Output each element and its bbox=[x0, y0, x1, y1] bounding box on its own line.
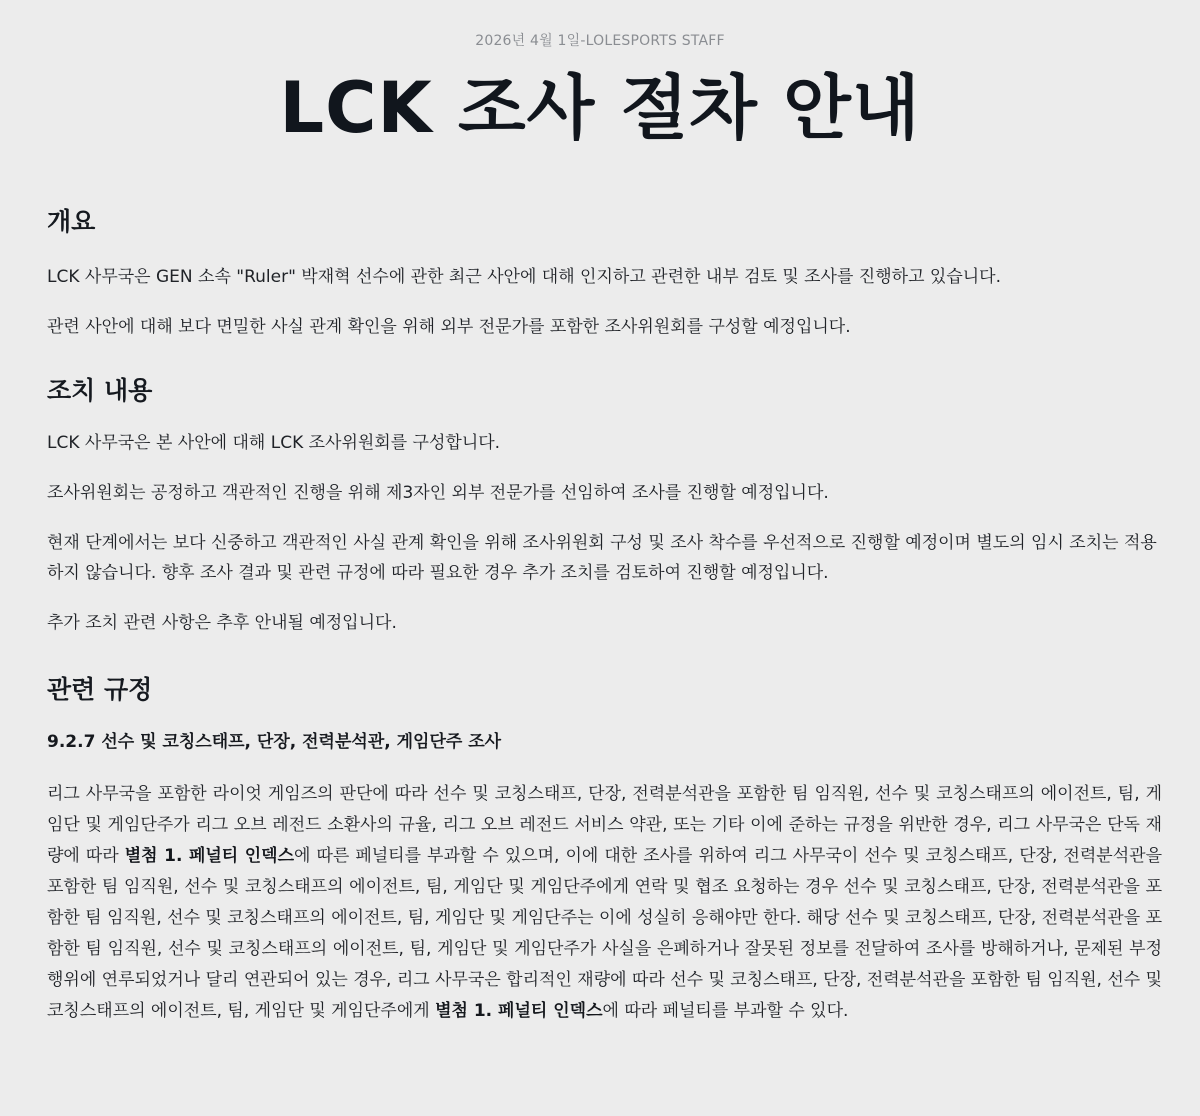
rule-body-text: 에 따라 페널티를 부과할 수 있다. bbox=[602, 1000, 849, 1021]
rule-body-paragraph bbox=[47, 779, 1162, 1027]
section-heading-measures: 조치 내용 bbox=[47, 375, 153, 405]
article-meta: 2026년 4월 1일-LOLESPORTS STAFF bbox=[475, 33, 725, 49]
overview-paragraph: 관련 사안에 대해 보다 면밀한 사실 관계 확인을 위해 외부 전문가를 포함한 조사위원회를 구성할 예정입니다. bbox=[47, 316, 851, 337]
penalty-index-reference: 별첨 1. 페널티 인덱스 bbox=[435, 1000, 603, 1021]
article-body bbox=[47, 206, 1162, 1027]
measures-paragraph: 추가 조치 관련 사항은 추후 안내될 예정입니다. bbox=[47, 613, 397, 633]
overview-paragraph: LCK 사무국은 GEN 소속 "Ruler" 박재혁 선수에 관한 최근 사안에 대해 인지하고 관련한 내부 검토 및 조사를 진행하고 있습니다. bbox=[47, 266, 1001, 287]
penalty-index-reference: 별첨 1. 페널티 인덱스 bbox=[124, 845, 295, 866]
rule-body-text: 에 따른 페널티를 부과할 수 있으며, 이에 대한 조사를 위하여 리그 사무국이 선수 및 코칭스태프, 단장, 전력분석관을 포함한 팀 임직원, 선수 및 코칭스태프의 에이전트, 팀, 게임단 및 게임단주에게 연락 및 협조 요청하는 경우 선수 및 코칭스태프, 단장, 전력분석관을 포함한 팀 임직원, 선수 및 코칭스태프의 에이전트, 팀, 게임단 및 게임단주는 이에 성실히 응해야만 한다. 해당 선수 및 코칭스태프, 단장, 전력분석관을 포함한 팀 임직원, 선수 및 코칭스태프의 에이전트, 팀, 게임단 및 게임단주가 사실을 은폐하거나 잘못된 정보를 전달하여 조사를 방해하거나, 문제된 부정행위에 연루되었거나 달리 연관되어 있는 경우, 리그 사무국은 합리적인 재량에 따라 선수 및 코칭스태프, 단장, 전력분석관을 포함한 팀 임직원, 선수 및 코칭스태프의 에이전트, 팀, 게임단 및 게임단주에게 bbox=[47, 845, 1163, 1021]
measures-paragraph: 조사위원회는 공정하고 객관적인 진행을 위해 제3자인 외부 전문가를 선임하여 조사를 진행할 예정입니다. bbox=[47, 483, 829, 503]
rule-body-text: 리그 사무국을 포함한 라이엇 게임즈의 판단에 따라 선수 및 코칭스태프, 단장, 전력분석관을 포함한 팀 임직원, 선수 및 코칭스태프의 에이전트, 팀, 게임단 및 게임단주가 리그 오브 레전드 소환사의 규율, 리그 오브 레전드 서비스 약관, 또는 기타 이에 준하는 규정을 위반한 경우, 리그 사무국은 단독 재량에 따라 bbox=[47, 783, 1162, 866]
measures-paragraph: 현재 단계에서는 보다 신중하고 객관적인 사실 관계 확인을 위해 조사위원회 구성 및 조사 착수를 우선적으로 진행할 예정이며 별도의 임시 조치는 적용하지 않습니다. 향후 조사 결과 및 관련 규정에 따라 필요한 경우 추가 조치를 검토하여 진행할 예정입니다. bbox=[47, 533, 1157, 583]
measures-paragraph: LCK 사무국은 본 사안에 대해 LCK 조사위원회를 구성합니다. bbox=[47, 433, 501, 453]
section-heading-rules: 관련 규정 bbox=[47, 675, 153, 704]
page-title: LCK 조사 절차 안내 bbox=[279, 67, 921, 149]
section-heading-overview: 개요 bbox=[47, 207, 96, 236]
rule-subheading: 9.2.7 선수 및 코칭스태프, 단장, 전력분석관, 게임단주 조사 bbox=[47, 731, 502, 752]
